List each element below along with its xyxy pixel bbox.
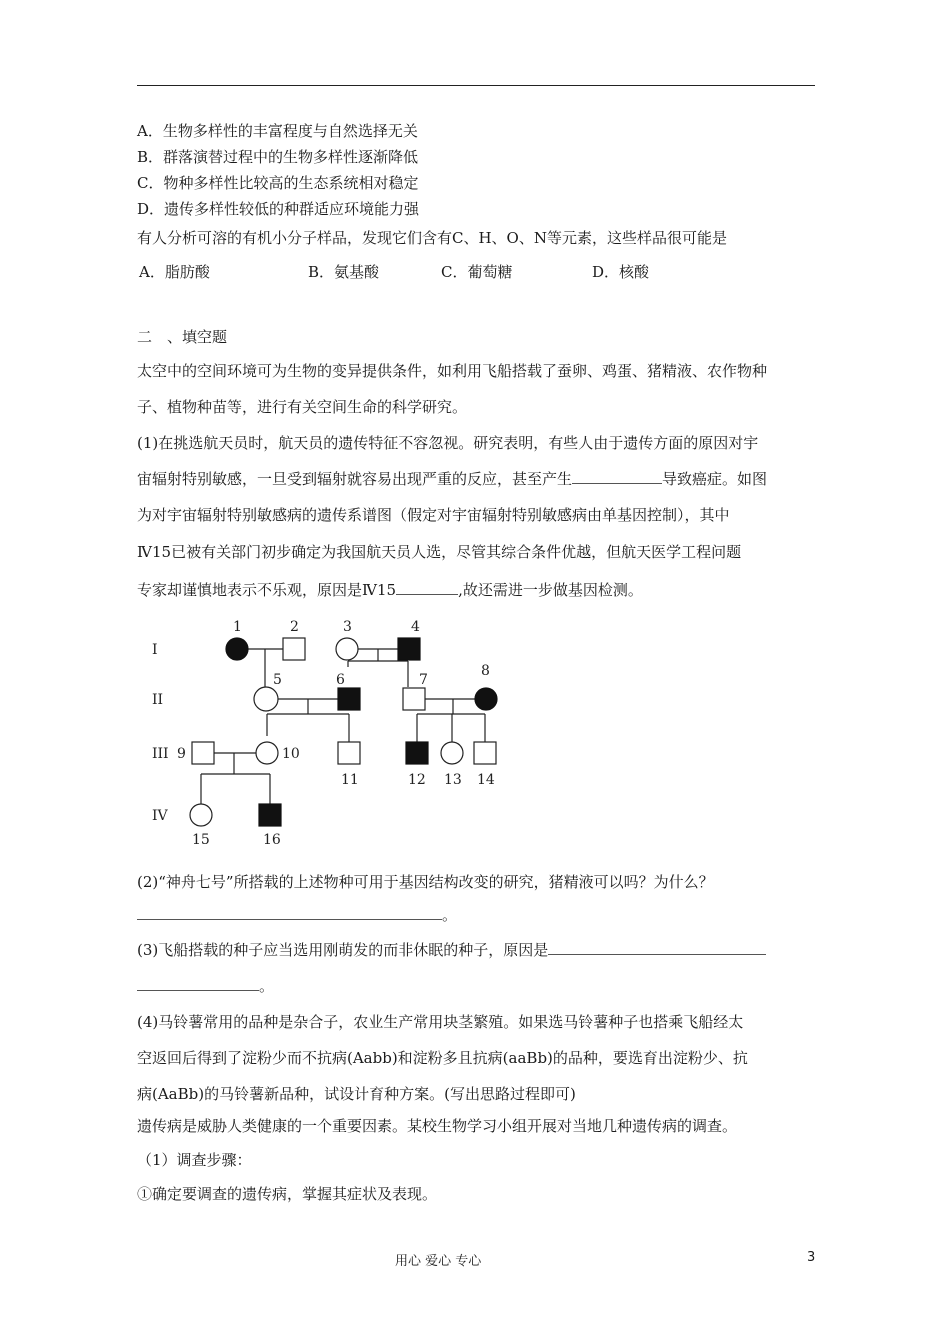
part2-line1: (2)“神舟七号”所搭载的上述物种可用于基因结构改变的研究，猪精液可以吗？为什么？ [137, 873, 714, 891]
individual-label-14: 14 [477, 772, 495, 788]
individual-14-male [474, 742, 496, 764]
individual-13-female [441, 742, 463, 764]
individual-label-2: 2 [290, 619, 299, 635]
part2-end-mark: 。 [442, 906, 458, 924]
part1-line5 [137, 580, 643, 600]
part3-end-mark: 。 [259, 977, 275, 995]
space-intro-line2: 子、植物种苗等，进行有关空间生命的科学研究。 [137, 398, 468, 416]
individual-3-female [336, 638, 358, 660]
molecule-option-c: C．葡萄糖 [441, 263, 513, 281]
part1-line4: Ⅳ15已被有关部门初步确定为我国航天员人选，尽管其综合条件优越，但航天医学工程问题 [137, 543, 742, 561]
generation-label-3: III [152, 746, 169, 762]
answer-blank-1[interactable] [572, 469, 662, 484]
header-rule [137, 85, 815, 86]
individual-7-male [403, 688, 425, 710]
step-1: ①确定要调查的遗传病，掌握其症状及表现。 [137, 1185, 438, 1203]
individual-10-female [256, 742, 278, 764]
individual-label-15: 15 [192, 832, 210, 848]
individual-label-16: 16 [263, 832, 281, 848]
individual-2-male [283, 638, 305, 660]
individual-1-affected-female [226, 638, 248, 660]
part3-line1-text: (3)飞船搭载的种子应当选用刚萌发的而非休眠的种子，原因是 [137, 941, 549, 959]
individual-6-affected-male [338, 688, 360, 710]
individual-8-affected-female [475, 688, 497, 710]
generation-label-2: II [152, 692, 164, 708]
part1-line5-text-b: ,故还需进一步做基因检测。 [458, 581, 643, 599]
individual-5-female [254, 687, 278, 711]
individual-label-4: 4 [411, 619, 420, 635]
individual-label-13: 13 [444, 772, 462, 788]
part4-line2: 空返回后得到了淀粉少而不抗病(Aabb)和淀粉多且抗病(aaBb)的品种，要选育出淀粉少、抗 [137, 1049, 748, 1067]
individual-label-1: 1 [233, 619, 242, 635]
option-d: D．遗传多样性较低的种群适应环境能力强 [137, 200, 420, 218]
pedigree-chart [140, 608, 520, 848]
individual-label-7: 7 [419, 672, 428, 688]
individual-label-5: 5 [273, 672, 282, 688]
molecule-option-d: D．核酸 [592, 263, 650, 281]
individual-label-9: 9 [177, 746, 186, 762]
individual-label-10: 10 [282, 746, 300, 762]
question-stem: 有人分析可溶的有机小分子样品，发现它们含有C、H、O、N等元素，这些样品很可能是 [137, 229, 727, 247]
part3-line1 [137, 940, 766, 960]
disease-intro: 遗传病是威胁人类健康的一个重要因素。某校生物学习小组开展对当地几种遗传病的调查。 [137, 1117, 738, 1135]
part4-line3: 病(AaBb)的马铃薯新品种，试设计育种方案。(写出思路过程即可) [137, 1085, 576, 1103]
answer-blank-4[interactable] [548, 940, 766, 955]
generation-label-1: I [152, 642, 158, 658]
individual-16-affected-male [259, 804, 281, 826]
individual-label-12: 12 [408, 772, 426, 788]
page-number: 3 [807, 1250, 816, 1265]
individual-9-male [192, 742, 214, 764]
part4-line1: (4)马铃薯常用的品种是杂合子，农业生产常用块茎繁殖。如果选马铃薯种子也搭乘飞船经太 [137, 1013, 744, 1031]
generation-label-4: IV [152, 808, 168, 824]
part3-line2 [137, 976, 274, 996]
molecule-option-b: B．氨基酸 [308, 263, 380, 281]
part2-line2 [137, 905, 457, 925]
part1-line2-text-b: 导致癌症。如图 [662, 470, 768, 488]
part1-line2-text-a: 宙辐射特别敏感，一旦受到辐射就容易出现严重的反应，甚至产生 [137, 470, 573, 488]
answer-blank-3[interactable] [137, 905, 442, 920]
answer-blank-2[interactable] [396, 580, 458, 595]
footer-motto: 用心 爱心 专心 [395, 1254, 482, 1269]
option-a: A．生物多样性的丰富程度与自然选择无关 [137, 122, 418, 140]
individual-label-6: 6 [336, 672, 345, 688]
individual-label-3: 3 [343, 619, 352, 635]
answer-blank-5[interactable] [137, 976, 259, 991]
section-title: 二 、填空题 [137, 328, 228, 346]
molecule-option-a: A．脂肪酸 [139, 263, 210, 281]
individual-label-11: 11 [341, 772, 359, 788]
part1-line2 [137, 469, 767, 489]
part1-line3: 为对宇宙辐射特别敏感病的遗传系谱图（假定对宇宙辐射特别敏感病由单基因控制），其中 [137, 506, 730, 524]
individual-label-8: 8 [481, 663, 490, 679]
option-b: B．群落演替过程中的生物多样性逐渐降低 [137, 148, 419, 166]
individual-12-affected-male [406, 742, 428, 764]
part1-line5-text-a: 专家却谨慎地表示不乐观，原因是Ⅳ15 [137, 581, 397, 599]
individual-15-female [190, 804, 212, 826]
space-intro-line1: 太空中的空间环境可为生物的变异提供条件，如利用飞船搭载了蚕卵、鸡蛋、猪精液、农作物种 [137, 362, 768, 380]
steps-title: （1）调查步骤： [137, 1151, 252, 1169]
part1-line1: (1)在挑选航天员时，航天员的遗传特征不容忽视。研究表明，有些人由于遗传方面的原因对宇 [137, 434, 759, 452]
individual-11-male [338, 742, 360, 764]
individual-4-affected-male [398, 638, 420, 660]
option-c: C．物种多样性比较高的生态系统相对稳定 [137, 174, 419, 192]
